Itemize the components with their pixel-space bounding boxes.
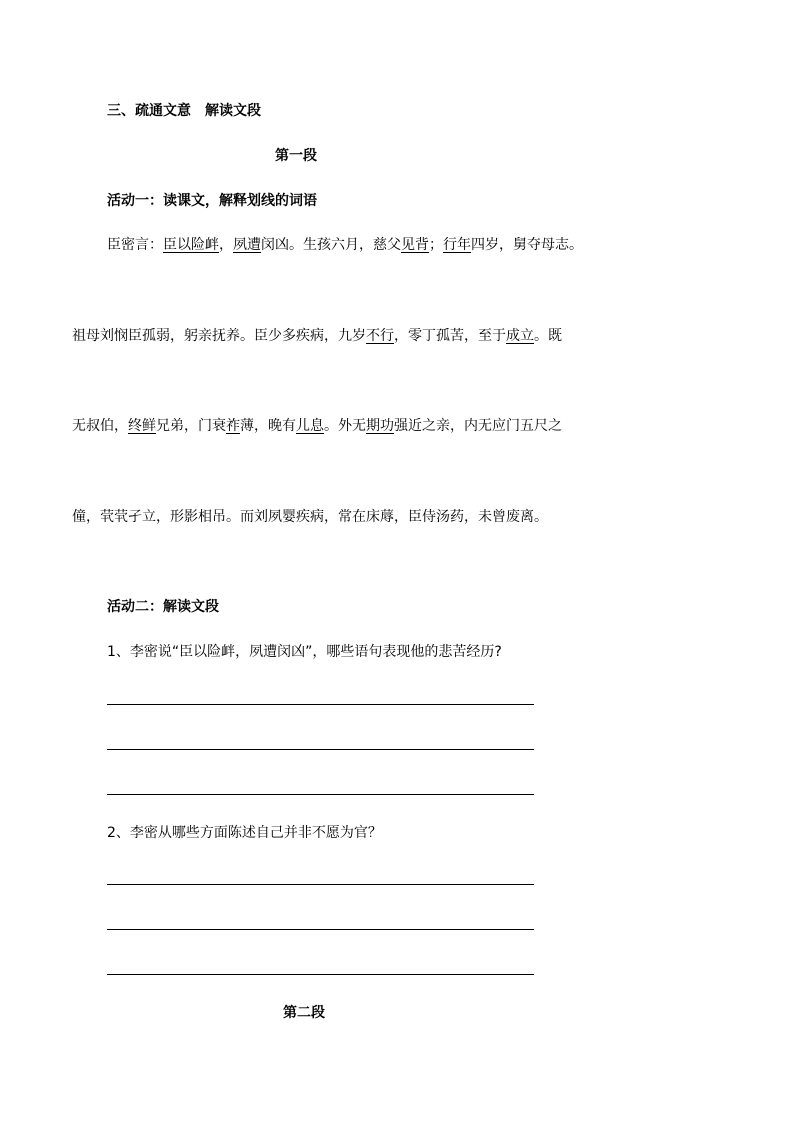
underlined-term: 行年 [443, 237, 471, 253]
text-segment: ； [429, 237, 443, 253]
activity-2-title: 活动二：解读文段 [107, 599, 219, 615]
activity-1-title: 活动一：读课文，解释划线的词语 [107, 193, 317, 209]
text-line-2 [72, 329, 562, 343]
underlined-term: 祚 [226, 418, 240, 434]
answer-line [107, 749, 534, 750]
paragraph-1-title: 第一段 [275, 148, 317, 164]
text-segment: 。外无 [324, 418, 366, 434]
text-line-1 [107, 238, 583, 252]
question-2: 2、李密从哪些方面陈述自己并非不愿为官？ [107, 825, 382, 841]
underlined-term: 期功 [366, 418, 394, 434]
underlined-term: 不行 [366, 328, 394, 344]
answer-line [107, 974, 534, 975]
text-segment: 祖母刘悯臣孤弱，躬亲抚养。臣少多疾病，九岁 [72, 328, 366, 344]
text-segment: 无叔伯， [72, 418, 128, 434]
underlined-term: 成立 [506, 328, 534, 344]
text-segment: ， [219, 237, 233, 253]
text-segment: 僮，茕茕孑立，形影相吊。而刘夙婴疾病，常在床蓐，臣侍汤药，未曾废离。 [72, 509, 548, 525]
answer-line [107, 794, 534, 795]
text-segment: 强近之亲，内无应门五尺之 [394, 418, 562, 434]
answer-line [107, 884, 534, 885]
text-segment: 兄弟，门衰 [156, 418, 226, 434]
text-line-4 [72, 510, 548, 524]
text-segment: 薄，晚有 [240, 418, 296, 434]
underlined-term: 终鲜 [128, 418, 156, 434]
underlined-term: 见背 [401, 237, 429, 253]
text-segment: ，零丁孤苦，至于 [394, 328, 506, 344]
underlined-term: 臣以险衅 [163, 237, 219, 253]
paragraph-2-title: 第二段 [283, 1005, 325, 1021]
answer-line [107, 929, 534, 930]
text-line-3 [72, 419, 562, 433]
question-1: 1、李密说“臣以险衅，夙遭闵凶”，哪些语句表现他的悲苦经历? [107, 644, 502, 660]
text-segment: 。既 [534, 328, 562, 344]
underlined-term: 儿息 [296, 418, 324, 434]
underlined-term: 夙遭 [233, 237, 261, 253]
section-title: 三、疏通文意 解读文段 [107, 103, 261, 119]
answer-line [107, 704, 534, 705]
text-segment: 臣密言： [107, 237, 163, 253]
text-segment: 闵凶。生孩六月，慈父 [261, 237, 401, 253]
text-segment: 四岁，舅夺母志。 [471, 237, 583, 253]
